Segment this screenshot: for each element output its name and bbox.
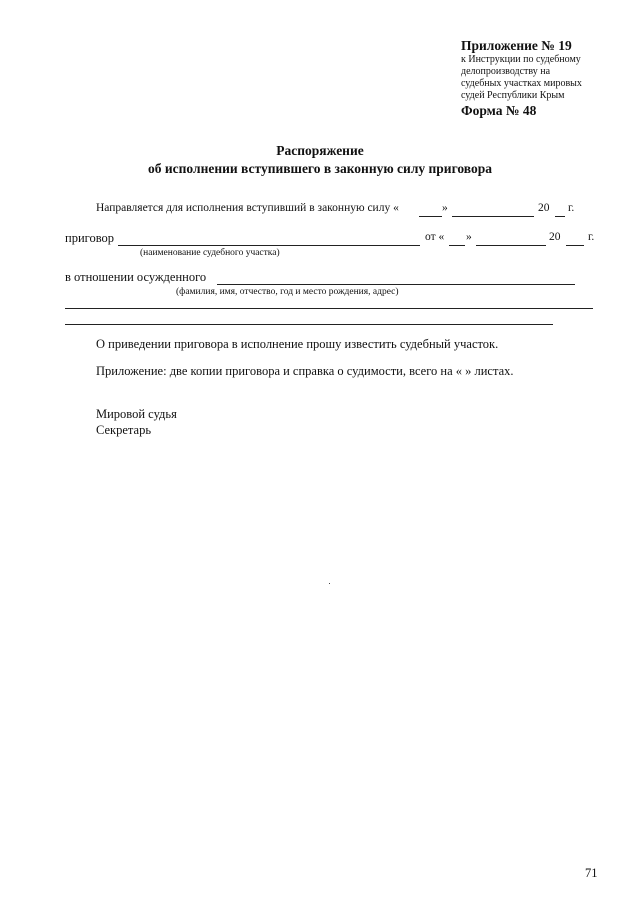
- convicted-extra-line-2: [65, 324, 553, 325]
- sent-year-blank: [555, 216, 565, 217]
- sent-year-prefix: 20: [538, 202, 550, 214]
- document-title: Распоряжение: [276, 143, 364, 158]
- sent-quote-close: »: [442, 202, 448, 214]
- sent-day-blank: [419, 216, 442, 217]
- sent-for-execution-text: Направляется для исполнения вступивший в законную силу «: [96, 202, 399, 214]
- page-number: 71: [585, 866, 598, 880]
- secretary-signature-label: Секретарь: [96, 423, 152, 437]
- convicted-caption: (фамилия, имя, отчество, год и место рождения, адрес): [176, 287, 399, 297]
- request-text: О приведении приговора в исполнение прошу известить судебный участок.: [96, 337, 499, 351]
- document-subtitle: об исполнении вступившего в законную силу приговора: [148, 161, 492, 176]
- appendix-ref-line-2: делопроизводству на: [461, 66, 551, 77]
- sent-month-blank: [452, 216, 534, 217]
- from-day-blank: [449, 245, 465, 246]
- judge-signature-label: Мировой судья: [96, 407, 177, 421]
- appendix-ref-line-1: к Инструкции по судебному: [461, 54, 581, 65]
- from-quote-close: »: [466, 231, 472, 243]
- from-year-blank: [566, 245, 584, 246]
- convicted-extra-line-1: [65, 308, 593, 309]
- sent-year-suffix: г.: [568, 202, 575, 214]
- appendix-number: Приложение № 19: [461, 38, 572, 53]
- from-year-suffix: г.: [588, 231, 595, 243]
- court-name-caption: (наименование судебного участка): [140, 248, 280, 258]
- form-number: Форма № 48: [461, 103, 537, 118]
- scan-dot: [329, 583, 330, 584]
- appendix-ref-line-4: судей Республики Крым: [461, 90, 565, 101]
- sentence-label: приговор: [65, 231, 115, 245]
- appendix-ref-line-3: судебных участках мировых: [461, 78, 582, 89]
- convicted-label: в отношении осужденного: [65, 270, 207, 284]
- from-date-label: от «: [425, 231, 445, 243]
- from-year-prefix: 20: [549, 231, 561, 243]
- from-month-blank: [476, 245, 546, 246]
- convicted-blank: [217, 284, 575, 285]
- attachment-text: Приложение: две копии приговора и справка о судимости, всего на « » листах.: [96, 364, 514, 378]
- court-name-blank: [118, 245, 420, 246]
